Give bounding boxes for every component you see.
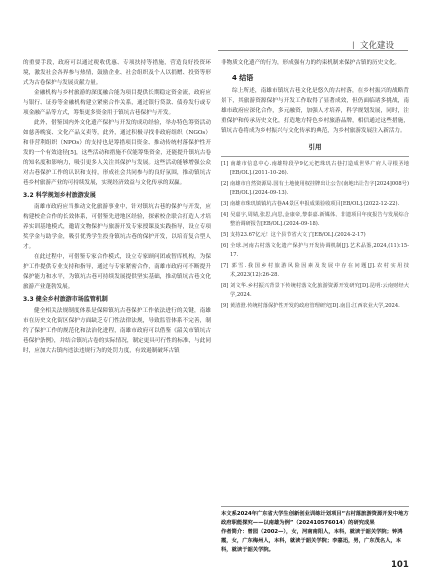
header-marker: | [352,40,355,49]
references-rule [221,156,409,157]
reference-item: [4] 吴嘉宇,周婧,张思,向思,金康帝,黎泰嘉.新媒体、非遗项目年度报告与发展综合整治调研报告[EB/OL].(2024-09-18). [221,212,409,227]
body-paragraph: 非物质文化遗产的行为，形成强有力的约束机制来保护古镇的历史文化。 [221,60,401,66]
body-paragraph: 在此过程中，可借鉴专家合作模式，设立专家顾问团或智库机构，为保护工作提供专业支持和指导，通过与专家紧密合作，南雄市政府可不断提升保护能力和水平，为镇坑古巷可持续发展提供坚实基础，推动镇坑古巷文化旅游产业蓬勃发展。 [23,254,211,290]
body-paragraph: 金融机构与乡村旅游的深度融合能为项目提供长期稳定资金流，政府应与银行、证券等金融机构建立紧密合作关系，通过银行贷款、债券发行或专项金融产品等方式，筹集更多资金用于镇坑古巷保护与开发。 [23,90,211,116]
funding-statement: 本文系2024年广东省大学生创新创业训练计划项目“古村落旅游资源开发中地方政府职能探究——以南雄为例”（202410576014）的研究成果 [221,511,409,526]
left-column [23,58,211,356]
page-number: 101 [391,560,409,570]
reference-item: [8] 刘文华.乡村振兴背景下传统村落文化旅游资源开发研究[D].昆明:云南财经大学,2024. [221,283,409,298]
section-heading: 4 结语 [232,74,254,82]
reference-item: [9] 黄清澄.传统村落保护性开发的政府管理研究[D].南昌:江西农业大学,2024. [221,303,400,309]
reference-item: [7] 郭雪.我国乡村旅游风险因素及发展中存在问题[J].农村实用技术,2023(12):26-28. [221,263,409,278]
reference-item: [3] 南雄市珠玑镇镇坑古巷A4景区申报成果验收项目[EB/OL].(2022-12-22). [221,201,400,207]
author-bio: 作者简介：曾园（2002—），女，河南南阳人，本科，就读于韶关学院；钟鸿霞，女，广东梅州人，本科，就读于韶关学院；李嘉迅，男，广东茂名人，本科，就读于韶关学院。 [221,529,403,553]
body-paragraph: 综上所述，南雄市镇坑古巷文化是悠久的古村落，在乡村振兴的战略背景下，其旅游资源保护与开发工作取得了显著成效，但仍面临诸多挑战，南雄市政府应深化合作，多元融资，加强人才培养，科学规划发展，同时，注重保护和传承历史文化，打造地方特色乡村旅游品牌，相信通过这些措施，镇坑古卷将成为乡村振兴与文化传承的典范，为乡村旅游发展注入新活力。 [221,88,409,134]
reference-item: [1] 南雄市信息中心.南雄特段孕9亿元把珠玑古巷打造成世界广府人寻根圣地[EB/OL].(2011-10-26). [221,161,409,176]
body-paragraph: 此外，借鉴国内外文化遗产保护与开发的成功经验，举办特色筹资活动如慈善晚宴、文化产品义卖等，此外，通过积极寻找非政府组织（NGOs）和非营利组织（NPOs）的支持也是筹措项目资金、推动传统村落保护性开发的一个有效途径[5]，这些活动和措施不仅能筹集资金，还能提升镇坑古卷的知名度和影响力，吸引更多人关注其保护与发展。这些活动能够增强公众对古巷保护工作的认识和支持，形成社会共同参与的良好氛围，推动镇坑古巷乡村旅游产业的可持续发展，实现经济效益与文化传承的双赢。 [23,120,211,186]
subsection-heading: 3.3 健全乡村旅游市场监管机制 [23,296,108,303]
right-column [221,58,409,313]
body-paragraph: 南雄市政府应当推动文化旅游事业中，针对镇坑古巷的保护与开发，应构建校企合作的长效体系，可借鉴先进地区经验，探索校企联合打造人才培养实训基地模式，邀请文物保护与旅游开发专家授课及实践指导，设立专项奖学金与助学金，吸引优秀学生投身镇坑古巷的保护开发，以培育复合型人才。 [23,204,211,250]
body-paragraph: 健全相关法规制度体系是保障镇坑古巷保护工作依法进行的关键，南雄市在历史文化街区保护方面缺乏专门性法律法规，导致监管体系不完善，制约了保护工作的规范化和法治化进程，南雄市政府可以借鉴《韶关市镇坑古巷保护条例》，并结合镇坑古卷的实际情况，制定更具可行性的标准，与此同时，应加大古镇内违法违规行为的处罚力度，有效遏制破坏古镇 [23,308,211,354]
reference-item: [2] 南雄市自然资源局.国有土地使用权挂牌出让公告(南地出让告字[2024]008号)[EB/OL].(2024-09-13). [221,181,409,196]
reference-item: [5] 支持23.67亿元！这个县节省大文了[EB/OL].(2024-2-17) [221,232,366,238]
section-label: 文化建设 [360,41,395,51]
body-paragraph: 的重要手段，政府可以通过税收优惠、专项扶持等措施，营造良好投资环境，激发社会各界参与热情，鼓励企业、社会组织及个人以捐赠、投资等形式为古卷保护与发展贡献力量。 [23,60,211,86]
references-title: 引用 [308,143,322,151]
funding-note [221,506,409,555]
reference-item: [6] 全球.河南古村落文化遗产保护与开发协调机制[J].艺术品鉴,2024,(11):15-17. [221,243,409,258]
references-list [221,160,409,311]
subsection-heading: 3.2 科学规划乡村旅游发展 [23,192,96,199]
